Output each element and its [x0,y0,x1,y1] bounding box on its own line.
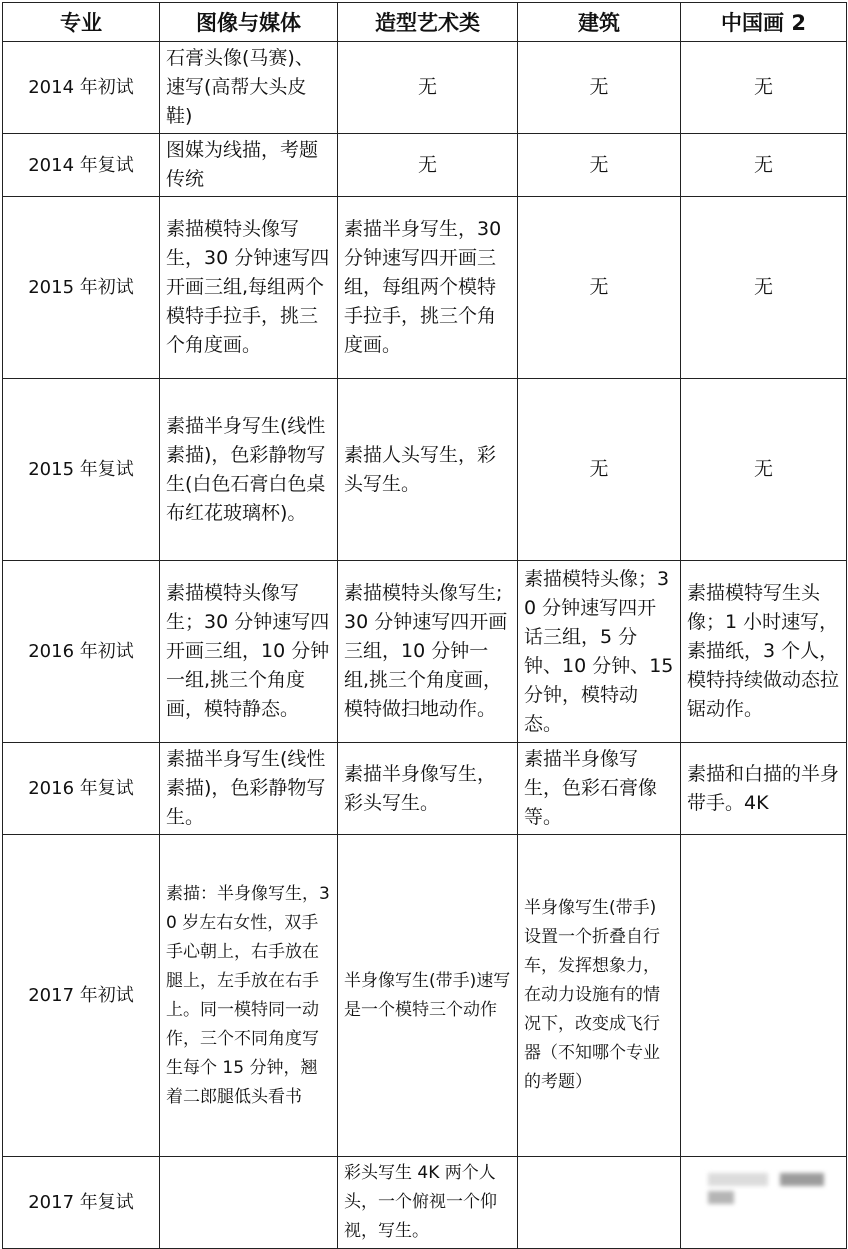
cell-image-media: 素描：半身像写生，30 岁左右女性，双手手心朝上，右手放在腿上，左手放在右手上。同一模特同一动作，三个不同角度写生每个 15 分钟，翘着二郎腿低头看书 [160,835,338,1157]
cell-image-media: 石膏头像(马赛)、速写(高帮大头皮鞋) [160,42,338,134]
row-label: 2015 年初试 [3,197,160,379]
cell-chinese-painting [681,835,847,1157]
header-image-media: 图像与媒体 [160,3,338,42]
cell-plastic-arts: 素描半身写生，30 分钟速写四开画三组，每组两个模特手拉手，挑三个角度画。 [338,197,518,379]
cell-architecture: 半身像写生(带手) 设置一个折叠自行车，发挥想象力，在动力设施有的情况下，改变成飞行器（不知哪个专业的考题） [518,835,681,1157]
table-row [3,42,847,134]
cell-plastic-arts: 半身像写生(带手)速写是一个模特三个动作 [338,835,518,1157]
watermark-blur-right [708,1191,734,1204]
cell-plastic-arts: 素描模特头像写生;30 分钟速写四开画三组，10 分钟一组,挑三个角度画，模特做扫地动作。 [338,561,518,743]
row-label: 2017 年复试 [3,1157,160,1249]
cell-architecture [518,1157,681,1249]
cell-plastic-arts: 彩头写生 4K 两个人头，一个俯视一个仰视，写生。 [338,1157,518,1249]
table-row [3,835,847,1157]
cell-architecture: 素描半身像写生，色彩石膏像等。 [518,743,681,835]
cell-chinese-painting: 无 [681,197,847,379]
cell-image-media: 素描半身写生(线性素描)，色彩静物写生(白色石膏白色桌布红花玻璃杯)。 [160,379,338,561]
header-architecture: 建筑 [518,3,681,42]
cell-image-media: 素描模特头像写生，30 分钟速写四开画三组,每组两个模特手拉手，挑三个角度画。 [160,197,338,379]
row-label: 2016 年复试 [3,743,160,835]
row-label: 2017 年初试 [3,835,160,1157]
cell-image-media: 图媒为线描，考题传统 [160,134,338,197]
row-label: 2014 年复试 [3,134,160,197]
cell-image-media: 素描半身写生(线性素描)，色彩静物写生。 [160,743,338,835]
cell-image-media: 素描模特头像写生；30 分钟速写四开画三组，10 分钟一组,挑三个角度画，模特静态。 [160,561,338,743]
watermark-blur-mid [780,1173,824,1186]
cell-architecture: 素描模特头像；30 分钟速写四开话三组，5 分钟、10 分钟、15 分钟，模特动态。 [518,561,681,743]
cell-plastic-arts: 素描人头写生，彩头写生。 [338,379,518,561]
table-row [3,197,847,379]
header-row [3,3,847,42]
table-row [3,743,847,835]
cell-chinese-painting: 无 [681,42,847,134]
cell-chinese-painting: 素描模特写生头像；1 小时速写，素描纸，3 个人，模特持续做动态拉锯动作。 [681,561,847,743]
cell-plastic-arts: 无 [338,42,518,134]
header-plastic-arts: 造型艺术类 [338,3,518,42]
watermark-blur-left [708,1173,768,1186]
row-label: 2014 年初试 [3,42,160,134]
row-label: 2016 年初试 [3,561,160,743]
exam-table [2,2,847,1249]
cell-architecture: 无 [518,42,681,134]
table-row [3,379,847,561]
table-row [3,561,847,743]
cell-chinese-painting: 无 [681,134,847,197]
header-major: 专业 [3,3,160,42]
cell-plastic-arts: 无 [338,134,518,197]
cell-architecture: 无 [518,379,681,561]
watermark-blur [700,1170,830,1190]
cell-image-media [160,1157,338,1249]
cell-chinese-painting: 无 [681,379,847,561]
header-chinese-painting: 中国画 2 [681,3,847,42]
cell-architecture: 无 [518,197,681,379]
row-label: 2015 年复试 [3,379,160,561]
table-row [3,134,847,197]
cell-architecture: 无 [518,134,681,197]
cell-chinese-painting: 素描和白描的半身带手。4K [681,743,847,835]
cell-plastic-arts: 素描半身像写生，彩头写生。 [338,743,518,835]
